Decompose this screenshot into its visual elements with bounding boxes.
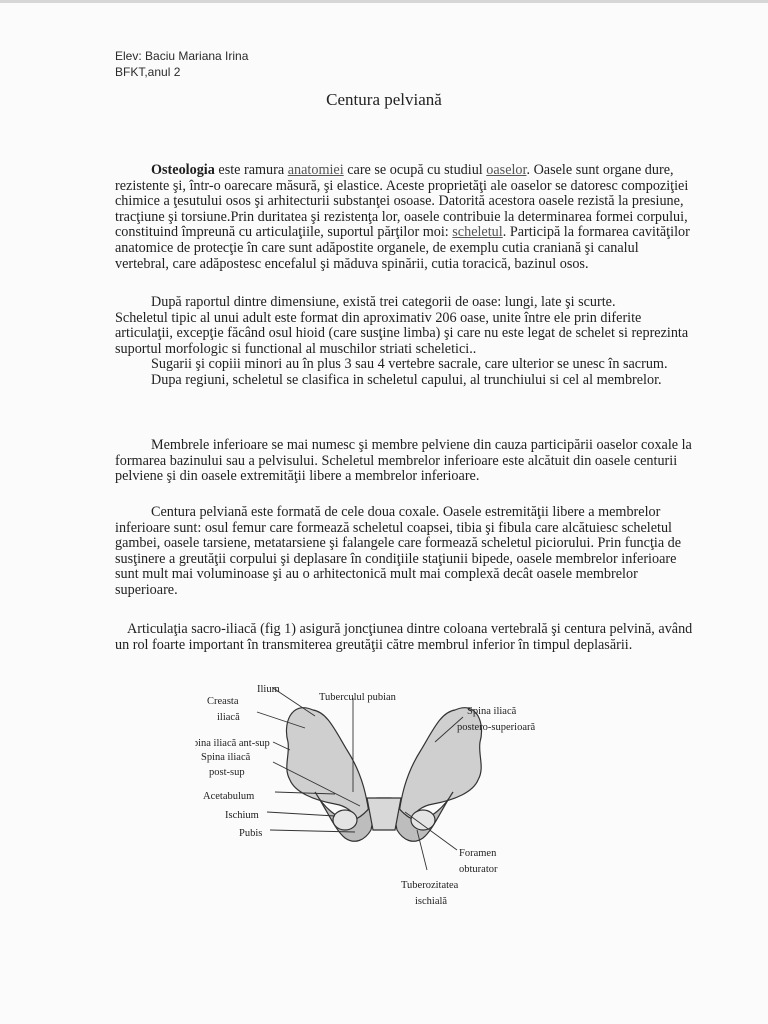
student-header — [115, 48, 248, 80]
paragraph-osteologia — [115, 163, 695, 272]
paragraph-membre — [115, 438, 695, 485]
term-osteologia: Osteologia — [151, 162, 215, 178]
p1-text-3: . Oasele sunt organe dure, rezistente şi, într-o oarecare măsură, şi elastice. Aceste proprietăţi ale oaselor se datoresc compoziţiei chimice a ţesutului osos şi arhitecturii substanţei osoase. Datorită acestora oasele rezistă la presiune, tracţiune şi torsiune.Prin duritatea şi rezistenţa lor, oasele contribuie la determinarea formei corpului, constituind împreună cu articulaţiile, suportul părţilor moi: — [115, 162, 689, 241]
p1-text-1: este ramura — [214, 162, 288, 178]
label-iliaca: iliacă — [217, 712, 240, 723]
page-title: Centura pelviană — [326, 90, 442, 109]
label-tubercul-pubian: Tuberculul pubian — [319, 692, 396, 703]
label-ischium: Ischium — [225, 810, 259, 821]
pelvis-figure — [195, 680, 575, 910]
label-tuberozitatea-1: Tuberozitatea — [401, 880, 459, 891]
label-acetabulum: Acetabulum — [203, 791, 255, 802]
paragraph-articulatia — [115, 622, 695, 653]
scan-edge-line — [0, 0, 768, 3]
label-spina-ant-sup: Spina iliacă ant-sup — [195, 738, 270, 749]
link-scheletul[interactable]: scheletul — [452, 224, 503, 241]
label-foramen-1: Foramen — [459, 848, 497, 859]
p5-span: Dupa regiuni, scheletul se clasifica in scheletul capului, al trunchiului si cel al membrelor. — [151, 371, 662, 388]
paragraph-centura — [115, 505, 695, 599]
p6-text: Membrele inferioare se mai numesc şi membre pelviene din cauza participării oaselor coxale la formarea bazinului sau a pelvisului. Scheletul membrelor inferioare este alcătuit din oasele centurii pelviene şi din oasele extremităţii libere a membrelor inferioare. — [115, 437, 692, 485]
p1-text-4: . Participă la formarea cavităţilor anatomice de protecţie în care sunt adăpostite organele, de exemplu cutia craniană şi canalul vertebral, care adăpostesc encefalul şi măduva spinării, cutia toracică, bazinul osos. — [115, 224, 690, 272]
label-spina-post-1: Spina iliacă — [201, 752, 251, 763]
label-spina-postero-2: postero-superioară — [457, 722, 536, 733]
p1-text-2: care se ocupă cu studiul — [343, 162, 487, 178]
label-tuberozitatea-2: ischială — [415, 896, 448, 907]
label-foramen-2: obturator — [459, 864, 498, 875]
p7-text: Centura pelviană este formată de cele doua coxale. Oasele estremităţii libere a membrelor inferioare sunt: osul femur care formează scheletul coapsei, tibia şi fibula care alcătuiesc scheletul gambei, oasele tarsiene, metatarsiene şi falangele care formează scheletul piciorului. Prin funcţia de susţinere a greutăţii corpului şi deplasare în condiţiile staţiunii bipede, oasele membrelor inferioare sunt mult mai voluminoase şi au o arhitectonică mult mai complexă decât oasele membrelor superioare. — [115, 504, 682, 598]
student-name: Elev: Baciu Mariana Irina — [115, 49, 249, 63]
label-ilium: Ilium — [257, 684, 280, 695]
link-oaselor[interactable]: oaselor — [486, 162, 527, 178]
label-creasta: Creasta — [207, 696, 239, 707]
pelvis-illustration — [286, 708, 481, 842]
pelvis-diagram — [195, 680, 575, 910]
label-spina-post-2: post-sup — [209, 767, 245, 778]
p3-text: Scheletul tipic al unui adult este format din aproximativ 206 oase, unite între ele prin diferite articulaţii, excepţie făcând osul hioid (care susţine limba) şi care nu este legat de schelet si reprezinta suportul morfologic si functional al muschilor striati scheletici.. — [115, 309, 689, 357]
label-spina-postero-1: Spina iliacă — [467, 706, 517, 717]
p4-text: Sugarii şi copiii minori au în plus 3 sau 4 vertebre sacrale, care ulterior se unesc în sacrum. — [151, 356, 668, 373]
p8-text: Articulaţia sacro-iliacă (fig 1) asigură joncţiunea dintre coloana vertebrală şi centura pelvină, având un rol foarte important în transmiterea greutăţii către membrul inferior în timpul deplasării. — [115, 621, 693, 653]
link-anatomiei[interactable]: anatomiei — [287, 162, 344, 178]
p2-text: După raportul dintre dimensiune, există trei categorii de oase: lungi, late şi scurte. — [151, 294, 616, 310]
paragraph-categorii — [115, 295, 695, 389]
student-class: BFKT,anul 2 — [115, 65, 181, 79]
p5-text — [115, 373, 695, 389]
label-pubis: Pubis — [239, 828, 263, 839]
